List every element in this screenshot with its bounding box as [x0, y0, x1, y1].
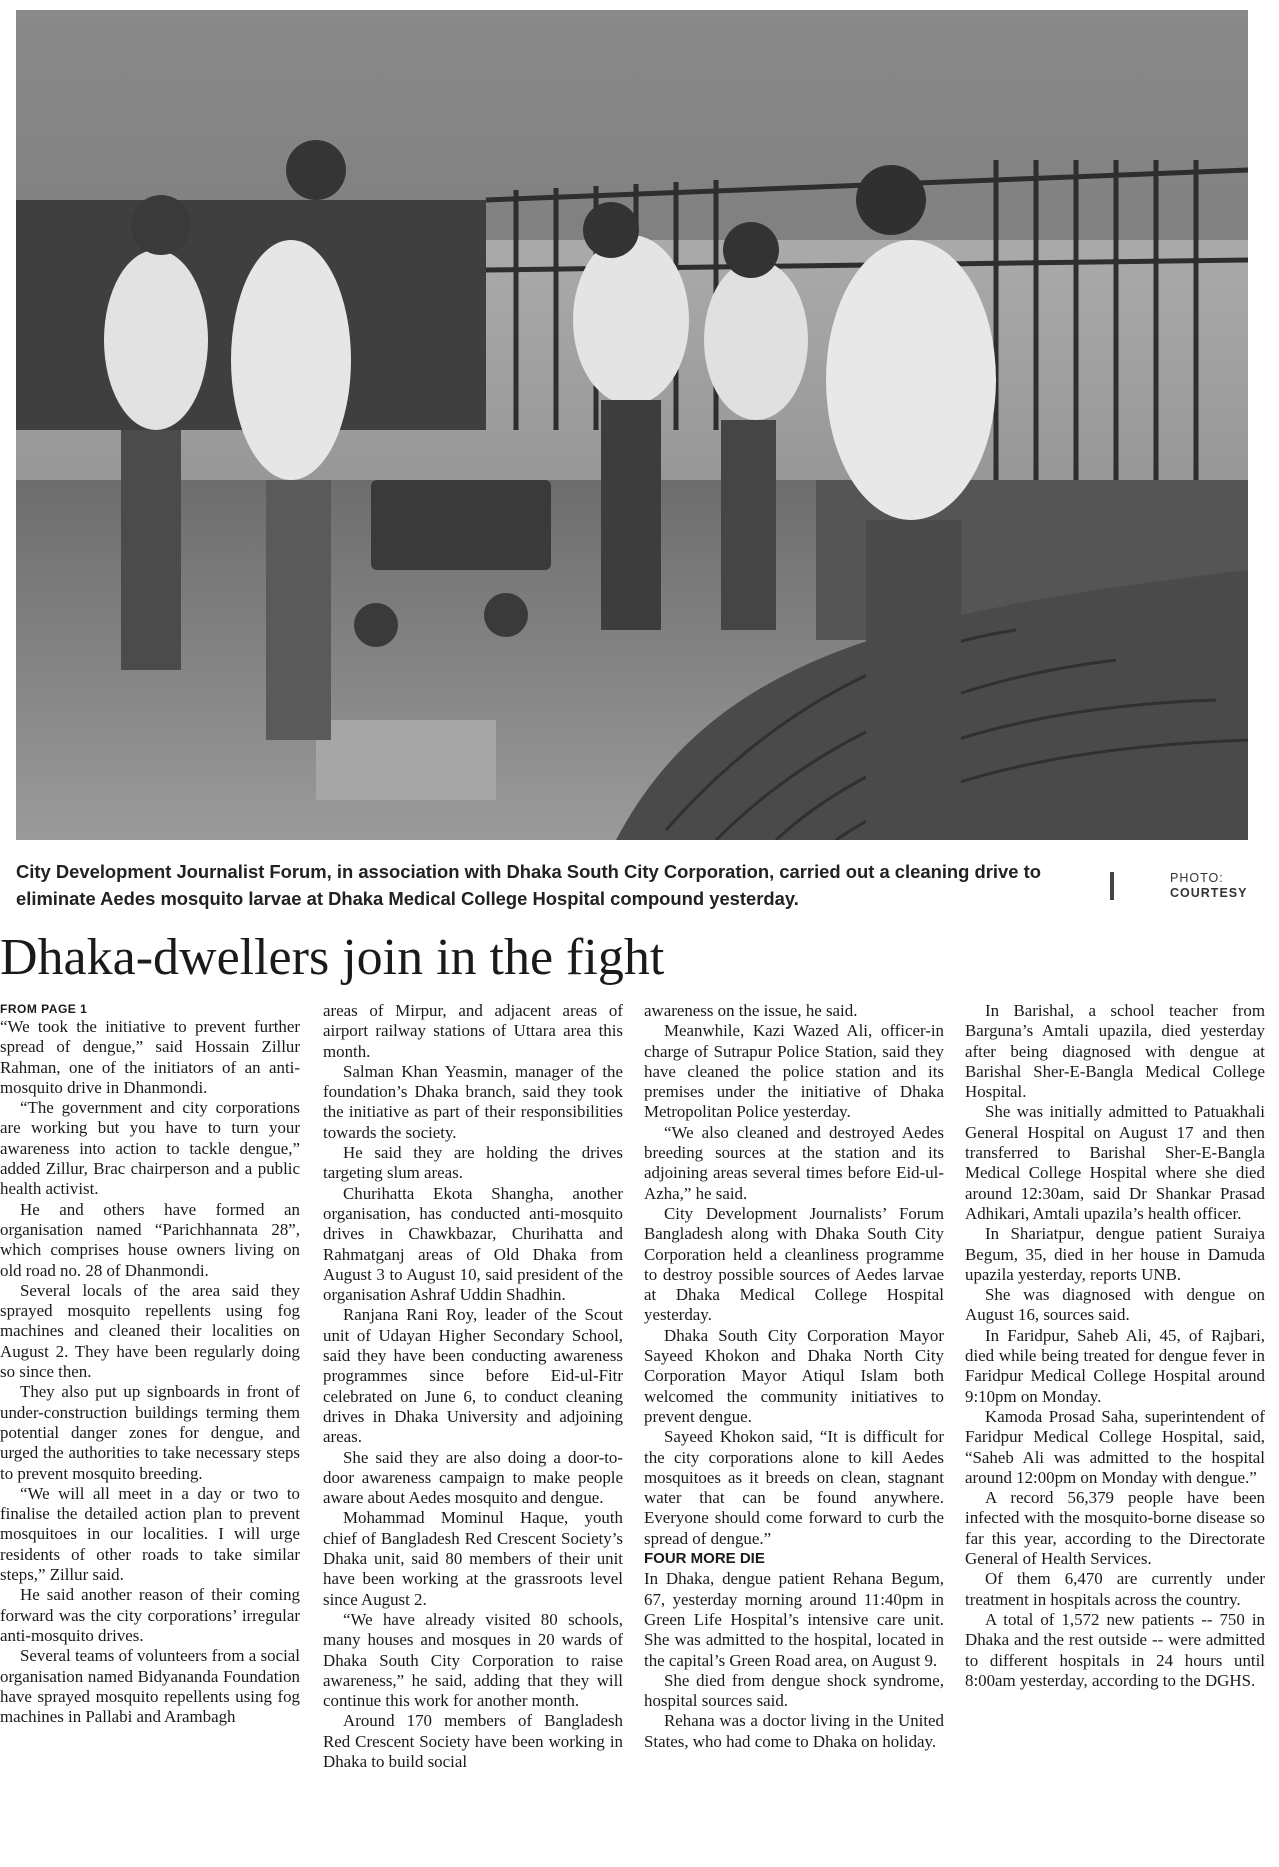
paragraph: “We will all meet in a day or two to finalise the detailed action plan to prevent mosquitoes in our localities. I will urge residents of other roads to take similar steps,” Zillur said. — [0, 1483, 300, 1585]
paragraph: Around 170 members of Bangladesh Red Crescent Society have been working in Dhaka to build social — [323, 1711, 623, 1771]
paragraph: She said they are also doing a door-to-door awareness campaign to make people aware about Aedes mosquito and dengue. — [323, 1447, 623, 1508]
paragraph: Ranjana Rani Roy, leader of the Scout unit of Udayan Higher Secondary School, said they have been conducting awareness programmes since before Eid-ul-Fitr celebrated on June 6, to conduct cleaning drives in Dhaka University and adjoining areas. — [323, 1305, 623, 1447]
paragraph: Several teams of volunteers from a social organisation named Bidyananda Foundation have sprayed mosquito repellents using fog machines in Pallabi and Arambagh — [0, 1646, 300, 1727]
photo-credit-label: PHOTO: — [1170, 871, 1224, 885]
paragraph: A total of 1,572 new patients -- 750 in Dhaka and the rest outside -- were admitted to different hospitals in 24 hours until 8:00am yesterday, according to the DGHS. — [965, 1609, 1265, 1690]
paragraph: City Development Journalists’ Forum Bangladesh along with Dhaka South City Corporation held a cleanliness programme to destroy possible sources of Aedes larvae at Dhaka Medical College Hospital yesterday. — [644, 1203, 944, 1325]
photo-caption: City Development Journalist Forum, in association with Dhaka South City Corporation, carried out a cleaning drive to eliminate Aedes mosquito larvae at Dhaka Medical College Hospital compound yesterday. — [16, 861, 1041, 909]
paragraph: “The government and city corporations are working but you have to turn your awareness into action to tackle dengue,” added Zillur, Brac chairperson and a public health activist. — [0, 1098, 300, 1199]
paragraph: He said they are holding the drives targeting slum areas. — [323, 1143, 623, 1183]
paragraph: Dhaka South City Corporation Mayor Sayeed Khokon and Dhaka North City Corporation Mayor Atiqul Islam both welcomed the community initiatives to prevent dengue. — [644, 1325, 944, 1426]
paragraph: Kamoda Prosad Saha, superintendent of Faridpur Medical College Hospital, said, “Saheb Ali was admitted to the hospital around 12:00pm on Monday with dengue.” — [965, 1406, 1265, 1487]
paragraph: He said another reason of their coming forward was the city corporations’ irregular anti-mosquito drives. — [0, 1585, 300, 1645]
article-column-4 — [965, 1001, 1265, 1859]
photo-credit-name: COURTESY — [1170, 886, 1248, 900]
paragraph: Churihatta Ekota Shangha, another organisation, has conducted anti-mosquito drives in Chawkbazar, Churihatta and Rahmatganj areas of Old Dhaka from August 3 to August 10, said president of the organisation Ashraf Uddin Shadhin. — [323, 1183, 623, 1305]
paragraph: awareness on the issue, he said. — [644, 1001, 858, 1020]
paragraph: Rehana was a doctor living in the United States, who had come to Dhaka on holiday. — [644, 1711, 944, 1751]
paragraph: He and others have formed an organisation named “Parichhannata 28”, which comprises house owners living on old road no. 28 of Dhanmondi. — [0, 1199, 300, 1280]
article-column-1 — [0, 1001, 300, 1859]
article-column-2 — [323, 1001, 623, 1859]
paragraph: She was diagnosed with dengue on August 16, sources said. — [965, 1285, 1265, 1325]
paragraph: In Faridpur, Saheb Ali, 45, of Rajbari, died while being treated for dengue fever in Faridpur Medical College Hospital around 9:10pm on Monday. — [965, 1325, 1265, 1406]
paragraph: Meanwhile, Kazi Wazed Ali, officer-in charge of Sutrapur Police Station, said they have cleaned the police station and its premises under the initiative of Dhaka Metropolitan Police yesterday. — [644, 1021, 944, 1122]
photo-illustration — [16, 10, 1248, 840]
kicker: FROM PAGE 1 — [0, 1002, 88, 1016]
credit-divider — [1110, 872, 1114, 900]
article-column-3 — [644, 1001, 944, 1859]
headline: Dhaka-dwellers join in the fight — [0, 929, 665, 986]
paragraph: Of them 6,470 are currently under treatment in hospitals across the country. — [965, 1569, 1265, 1609]
paragraph: areas of Mirpur, and adjacent areas of airport railway stations of Uttara area this month. — [323, 1001, 623, 1061]
paragraph: Several locals of the area said they sprayed mosquito repellents using fog machines and cleaned their localities on August 2. They have been regularly doing so since then. — [0, 1280, 300, 1382]
paragraph: Mohammad Mominul Haque, youth chief of Bangladesh Red Crescent Society’s Dhaka unit, said 80 members of their unit have been working at the grassroots level since August 2. — [323, 1508, 623, 1609]
news-photo — [16, 10, 1248, 840]
paragraph: Sayeed Khokon said, “It is difficult for the city corporations alone to kill Aedes mosquitoes as it breeds on clean, stagnant water that can be found anywhere. Everyone should come forward to curb the spread of dengue.” — [644, 1427, 944, 1548]
paragraph: In Barishal, a school teacher from Barguna’s Amtali upazila, died yesterday after being diagnosed with dengue at Barishal Sher-E-Bangla Medical College Hospital. — [965, 1001, 1265, 1102]
photo-credit — [1170, 871, 1247, 901]
paragraph: She was initially admitted to Patuakhali General Hospital on August 17 and then transferred to Barishal Sher-E-Bangla Medical College Hospital where she died around 12:30am, said Dr Shankar Prasad Adhikari, Amtali upazila’s health officer. — [965, 1102, 1265, 1223]
paragraph: She died from dengue shock syndrome, hospital sources said. — [644, 1670, 944, 1711]
paragraph: Salman Khan Yeasmin, manager of the foundation’s Dhaka branch, said they took the initiative as part of their responsibilities towards the society. — [323, 1061, 623, 1142]
paragraph: A record 56,379 people have been infected with the mosquito-borne disease so far this year, according to the Directorate General of Health Services. — [965, 1488, 1265, 1569]
paragraph: They also put up signboards in front of under-construction buildings terming them potential danger zones for dengue, and urged the authorities to take necessary steps to prevent mosquito breeding. — [0, 1382, 300, 1483]
paragraph: “We took the initiative to prevent further spread of dengue,” said Hossain Zillur Rahman, one of the initiators of an anti-mosquito drive in Dhanmondi. — [0, 1017, 300, 1097]
paragraph: “We have already visited 80 schools, many houses and mosques in 20 wards of Dhaka South City Corporation to raise awareness,” he said, adding that they will continue this work for another month. — [323, 1609, 623, 1711]
paragraph: In Shariatpur, dengue patient Suraiya Begum, 35, died in her house in Damuda upazila yesterday, reports UNB. — [965, 1224, 1265, 1284]
paragraph: In Dhaka, dengue patient Rehana Begum, 67, yesterday morning around 11:40pm in Green Life Hospital’s intensive care unit. She was admitted to the hospital, located in the capital’s Green Road area, on August 9. — [644, 1569, 944, 1670]
paragraph: “We also cleaned and destroyed Aedes breeding sources at the station and its adjoining areas several times before Eid-ul-Azha,” he said. — [644, 1122, 944, 1203]
subhead: FOUR MORE DIE — [644, 1550, 765, 1568]
